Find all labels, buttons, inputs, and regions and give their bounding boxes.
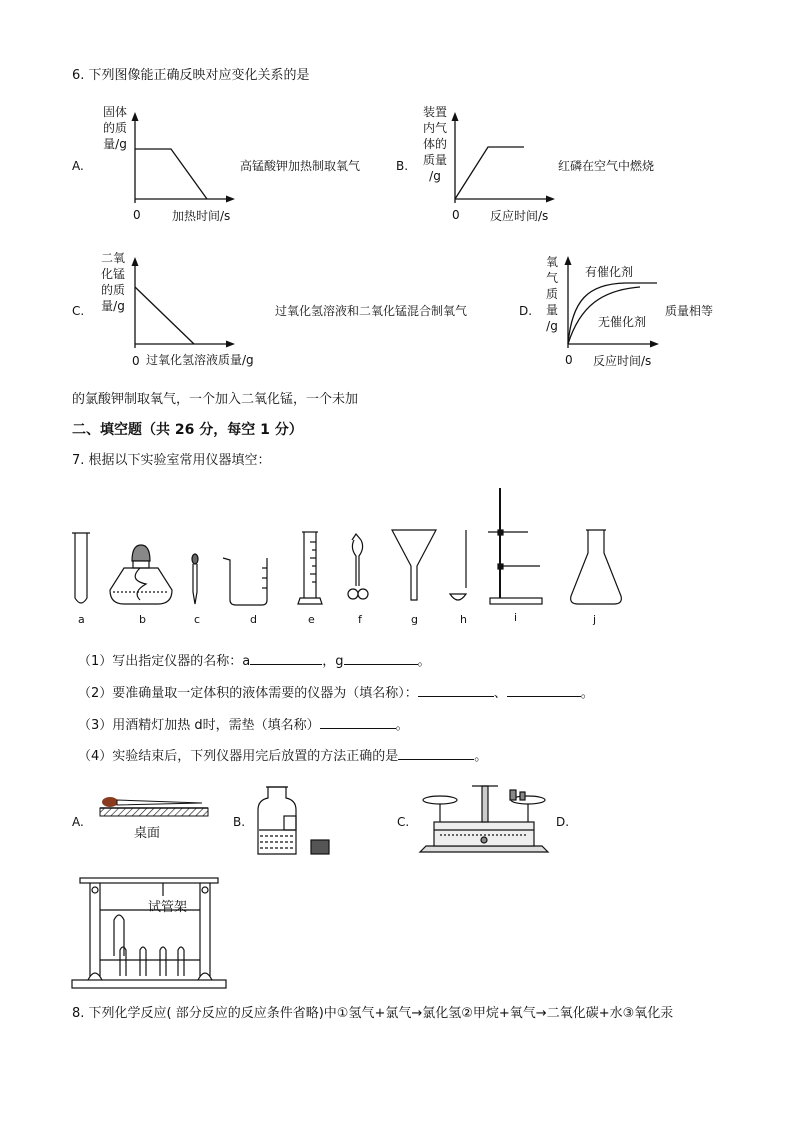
q6-c-ylabel: 二氧 化锰 的质 量/g xyxy=(100,251,125,313)
q6-d-ylabel: 氧 气 质 量 /g xyxy=(545,255,558,333)
q6-d-origin: 0 xyxy=(565,353,573,367)
q6-a-xlabel: 加热时间/s xyxy=(172,209,231,223)
q6-b-origin: 0 xyxy=(452,208,460,222)
q6-continuation: 的氯酸钾制取氧气，一个加入二氧化锰，一个未加 xyxy=(72,392,359,407)
q7-option-b-letter[interactable]: B. xyxy=(233,815,246,829)
instrument-letter-a: a xyxy=(78,613,85,626)
balance-icon xyxy=(420,786,548,852)
q6-d-curve2-label: 无催化剂 xyxy=(598,315,647,329)
q6-b-caption: 红磷在空气中燃烧 xyxy=(558,159,655,173)
instrument-letter-i: i xyxy=(514,611,518,624)
instrument-letter-j: j xyxy=(593,613,597,626)
dropper-icon xyxy=(192,554,198,604)
beaker-icon xyxy=(223,558,267,605)
q6-b-xlabel: 反应时间/s xyxy=(490,209,549,223)
q6-a-ylabel: 固体 的质 量/g xyxy=(102,105,127,151)
instrument-letter-c: c xyxy=(194,613,201,626)
q6-d-curve1-label: 有催化剂 xyxy=(585,265,634,279)
funnel-icon xyxy=(392,530,436,600)
q6-d-caption: 质量相等 xyxy=(665,304,714,318)
instrument-letter-b: b xyxy=(139,613,146,626)
q6-c-xlabel: 过氧化氢溶液质量/g xyxy=(146,353,254,367)
measuring-cylinder-icon xyxy=(298,532,322,604)
q6-a-curve xyxy=(135,149,207,199)
crucible-tongs-icon xyxy=(348,534,368,599)
alcohol-lamp-icon xyxy=(110,545,172,604)
q6-option-c-letter[interactable]: C. xyxy=(72,304,85,318)
q7-sub3-blank[interactable] xyxy=(320,716,396,729)
conical-flask-icon xyxy=(571,530,622,604)
q6-c-origin: 0 xyxy=(132,354,140,368)
q7-sub1-blank-g[interactable] xyxy=(344,652,418,665)
q6-option-d-letter[interactable]: D. xyxy=(519,304,533,318)
q8-stem: 8. 下列化学反应( 部分反应的反应条件省略)中①氢气+氯气→氯化氢②甲烷+氧气→二氧化碳+水③氧化汞 xyxy=(72,1006,674,1021)
q7-stem: 7. 根据以下实验室常用仪器填空： xyxy=(72,453,271,468)
q7-sub1-blank-a[interactable] xyxy=(250,652,322,665)
rack-label: 试管架 xyxy=(148,900,188,915)
q6-b-ylabel: 装置 内气 体的 质量 /g xyxy=(422,105,447,183)
q6-c-curve xyxy=(135,287,194,344)
test-tube-rack-icon xyxy=(72,878,226,988)
desk-label: 桌面 xyxy=(134,826,161,841)
q7-sub4: （4）实验结束后，下列仪器用完后放置的方法正确的是 。 xyxy=(78,749,488,764)
q7-option-c-letter[interactable]: C. xyxy=(397,815,410,829)
instrument-letter-f: f xyxy=(358,613,362,626)
test-tube-icon xyxy=(72,533,90,603)
instrument-letter-g: g xyxy=(411,613,418,626)
q7-sub4-blank[interactable] xyxy=(398,747,474,760)
spoon-icon xyxy=(450,530,466,600)
q6-d-xlabel: 反应时间/s xyxy=(593,354,652,368)
instrument-letter-e: e xyxy=(308,613,315,626)
instrument-letter-h: h xyxy=(460,613,467,626)
q6-option-b-letter[interactable]: B. xyxy=(396,159,409,173)
q7-sub2-blank-2[interactable] xyxy=(507,684,581,697)
q6-b-curve xyxy=(455,147,524,199)
q6-a-origin: 0 xyxy=(133,208,141,222)
q6-a-caption: 高锰酸钾加热制取氧气 xyxy=(240,159,361,173)
q7-sub2: （2）要准确量取一定体积的液体需要的仪器为（填名称）： 、 。 xyxy=(78,686,594,701)
q6-stem: 6. 下列图像能正确反映对应变化关系的是 xyxy=(72,68,310,83)
dropper-on-desk-icon xyxy=(100,797,208,816)
q7-sub1: （1）写出指定仪器的名称：a ，g 。 xyxy=(78,654,431,669)
q7-option-a-letter[interactable]: A. xyxy=(72,815,84,829)
open-reagent-bottle-icon xyxy=(258,787,329,854)
q7-sub2-blank-1[interactable] xyxy=(418,684,494,697)
q7-option-d-letter[interactable]: D. xyxy=(556,815,570,829)
instrument-letter-d: d xyxy=(250,613,257,626)
iron-stand-icon xyxy=(488,488,542,604)
section-heading: 二、填空题（共 26 分，每空 1 分） xyxy=(72,422,303,438)
q7-sub3: （3）用酒精灯加热 d时，需垫（填名称） 。 xyxy=(78,718,409,733)
q6-c-caption: 过氧化氢溶液和二氧化锰混合制氧气 xyxy=(275,304,468,318)
q6-option-a-letter[interactable]: A. xyxy=(72,159,84,173)
